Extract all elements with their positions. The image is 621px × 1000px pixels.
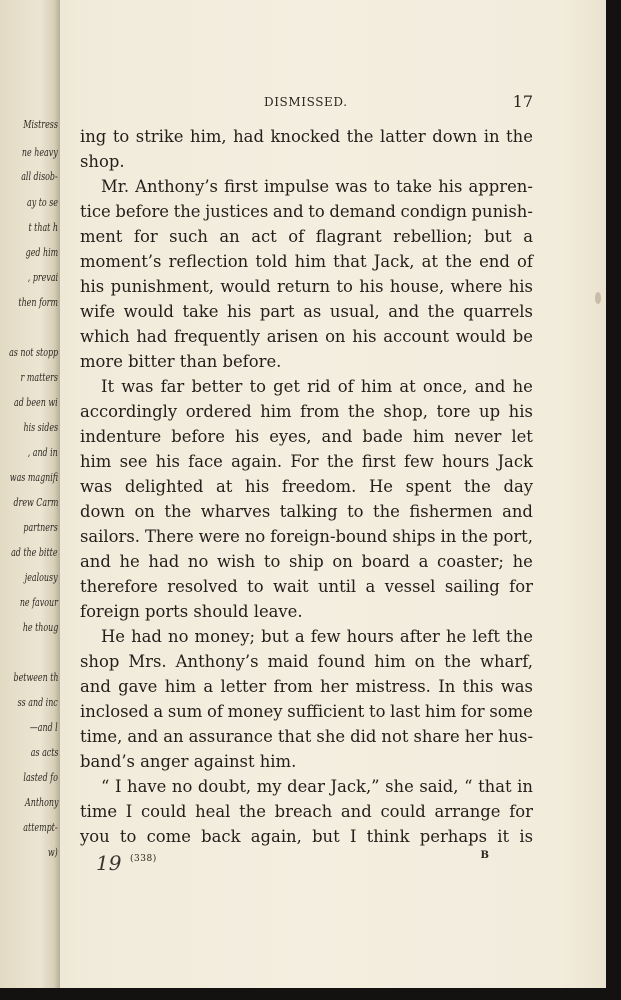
text-line: ing to strike him, had knocked the latter down in the — [80, 127, 533, 146]
text-line: wife would take his part as usual, and the quarrels — [80, 302, 533, 321]
text-line: and he had no wish to ship on board a coaster; he — [80, 552, 533, 571]
text-line: moment’s reflection told him that Jack, at the end of — [80, 252, 533, 271]
gutter-fragment: his sides — [23, 421, 58, 434]
text-line: He had no money; but a few hours after he left the — [101, 627, 533, 646]
text-line: accordingly ordered him from the shop, tore up his — [80, 402, 533, 421]
gutter-fragment: ad the bitte — [11, 546, 58, 559]
gutter-fragment: ad been wi — [14, 396, 58, 409]
gutter-fragment: Mistress — [23, 118, 58, 131]
facing-page-gutter — [0, 0, 60, 990]
text-line: Mr. Anthony’s first impulse was to take his appren- — [101, 177, 533, 196]
gutter-fragment: partners — [23, 521, 58, 534]
text-line: down on the wharves talking to the fishermen and — [80, 502, 533, 521]
page-footer — [80, 848, 533, 878]
gutter-fragment: as acts — [30, 746, 58, 759]
gutter-fragment: between th — [13, 671, 58, 684]
gutter-fragment: —and l — [30, 721, 58, 734]
gutter-fragment: was magnifi — [9, 471, 58, 484]
text-line: was delighted at his freedom. He spent the day — [80, 477, 533, 496]
text-line: therefore resolved to wait until a vessel sailing for — [80, 577, 533, 596]
gutter-fragment: , prevai — [27, 271, 58, 284]
text-line: ment for such an act of flagrant rebellion; but a — [80, 227, 533, 246]
page-header — [80, 92, 533, 112]
gutter-fragment: as not stopp — [8, 346, 58, 359]
text-line: band’s anger against him. — [80, 752, 297, 771]
gutter-fragment: ged him — [25, 246, 58, 259]
text-line: shop Mrs. Anthony’s maid found him on the wharf, — [80, 652, 533, 671]
text-line: more bitter than before. — [80, 352, 282, 371]
gutter-fragment: then form — [18, 296, 58, 309]
text-line: which had frequently arisen on his account would be — [80, 327, 533, 346]
gutter-fragment: ne favour — [19, 596, 58, 609]
text-line: time, and an assurance that she did not share her hus- — [80, 727, 533, 746]
running-head: DISMISSED. — [264, 95, 348, 109]
gutter-fragment: ne heavy — [22, 146, 58, 159]
gutter-fragment: ss and inc — [17, 696, 58, 709]
gutter-fragment: Anthony — [24, 796, 58, 809]
scan-border-right — [606, 0, 621, 1000]
text-line: time I could heal the breach and could arrange for — [80, 802, 533, 821]
gutter-fragment: r matters — [20, 371, 58, 384]
gutter-fragment: w) — [48, 846, 58, 859]
handwritten-page-mark: 19 — [96, 851, 122, 875]
gutter-fragment: ay to se — [27, 196, 58, 209]
gutter-fragment: drew Carm — [13, 496, 58, 509]
text-line: you to come back again, but I think perhaps it is — [80, 827, 533, 846]
gutter-fragment: all disob- — [21, 170, 58, 183]
text-line: tice before the justices and to demand condign punish- — [80, 202, 533, 221]
page-number: 17 — [512, 92, 533, 111]
scan-border-bottom — [0, 988, 621, 1000]
signature-letter: B — [480, 850, 489, 861]
text-line: shop. — [80, 152, 125, 171]
paper-blemish — [595, 292, 601, 304]
text-line: his punishment, would return to his house, where his — [80, 277, 533, 296]
text-line: him see his face again. For the first few hours Jack — [80, 452, 533, 471]
text-line: It was far better to get rid of him at once, and he — [101, 377, 533, 396]
body-text — [80, 124, 533, 849]
text-line: sailors. There were no foreign-bound ships in the port, — [80, 527, 533, 546]
gutter-fragment: lasted fo — [23, 771, 58, 784]
gutter-fragment: attempt- — [23, 821, 58, 834]
gutter-fragment: jealousy — [25, 571, 58, 584]
text-line: and gave him a letter from her mistress. In this was — [80, 677, 533, 696]
gutter-fragment: he thoug — [22, 621, 58, 634]
signature-mark: (338) — [130, 854, 157, 864]
text-line: foreign ports should leave. — [80, 602, 303, 621]
gutter-fragment: t that h — [28, 221, 58, 234]
text-line: inclosed a sum of money sufficient to last him for some — [80, 702, 533, 721]
gutter-fragment: , and in — [27, 446, 58, 459]
text-line: “ I have no doubt, my dear Jack,” she said, “ that in — [101, 777, 533, 796]
text-line: indenture before his eyes, and bade him never let — [80, 427, 533, 446]
